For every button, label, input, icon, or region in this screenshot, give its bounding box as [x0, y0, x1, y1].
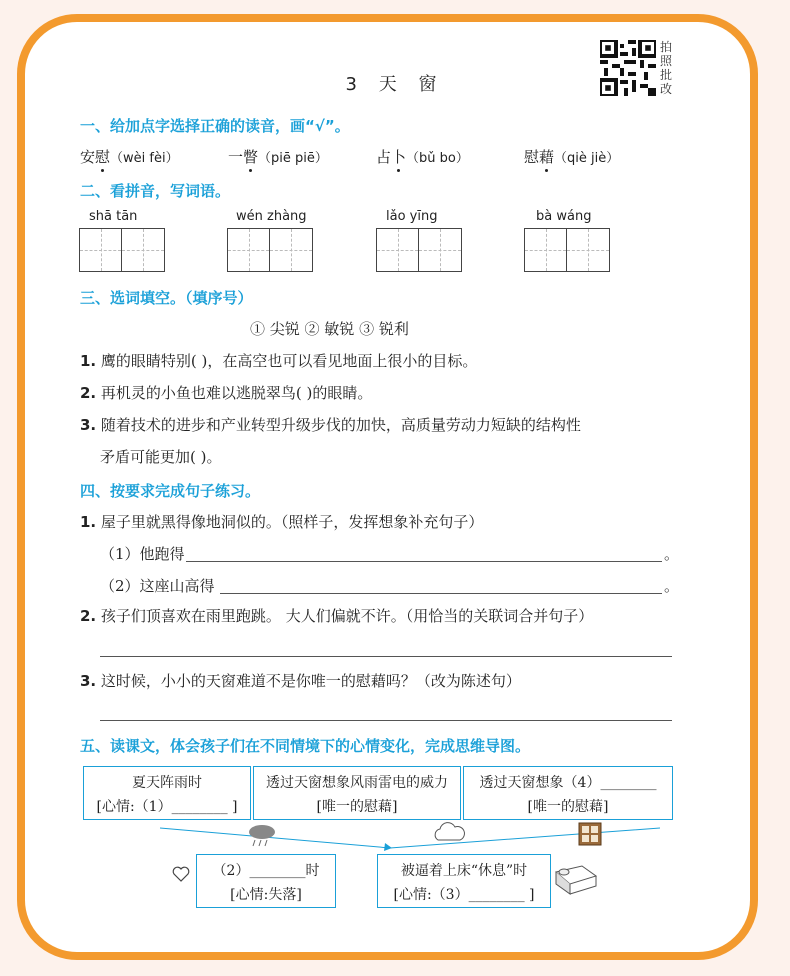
s4-sub-1: （1）他跑得 — [100, 545, 185, 563]
s3-question-3b: 矛盾可能更加( )。 — [100, 448, 222, 466]
bed-icon — [552, 862, 598, 896]
s4-question-3: 这时候，小小的天窗难道不是你唯一的慰藉吗？（改为陈述句） — [100, 672, 521, 690]
section-1-heading: 一、给加点字选择正确的读音，画“√”。 — [80, 117, 350, 135]
s3-question-2: 再机灵的小鱼也难以逃脱翠鸟( )的眼睛。 — [100, 384, 373, 402]
period: 。 — [664, 577, 680, 595]
section-4-heading: 四、按要求完成句子练习。 — [80, 482, 261, 500]
section-3-heading: 三、选词填空。（填序号） — [80, 289, 253, 307]
mindmap-box-5: 被逼着上床“休息”时 [心情:（3）________ ] — [377, 854, 551, 908]
pinyin-2: wén zhàng — [236, 209, 307, 224]
s1-item-4: 慰藉（qiè jiè） — [524, 148, 620, 166]
answer-line-2[interactable] — [220, 593, 662, 594]
s4-question-2: 孩子们顶喜欢在雨里跑跳。 大人们偏就不许。（用恰当的关联词合并句子） — [100, 607, 594, 625]
section-2-heading: 二、看拼音，写词语。 — [80, 182, 231, 200]
qr-label: 拍照批改 — [660, 40, 673, 96]
s1-item-3: 占卜（bǔ bo） — [376, 148, 469, 166]
pinyin-3: lǎo yīng — [386, 209, 438, 224]
q-number: 3. — [80, 416, 97, 434]
cloud-icon — [432, 820, 466, 846]
answer-line-1[interactable] — [186, 561, 662, 562]
pinyin-1: shā tān — [89, 209, 138, 224]
writing-grid-1[interactable] — [79, 228, 165, 272]
s1-item-2: 一瞥（piē piē） — [228, 148, 328, 166]
s3-question-3a: 随着技术的进步和产业转型升级步伐的加快，高质量劳动力短缺的结构性 — [100, 416, 581, 434]
q-number: 2. — [80, 384, 97, 402]
window-icon — [578, 822, 602, 846]
mindmap-box-3: 透过天窗想象（4）________ [唯一的慰藉] — [463, 766, 673, 820]
rain-cloud-icon — [246, 822, 278, 848]
mindmap-box-2: 透过天窗想象风雨雷电的威力 [唯一的慰藉] — [253, 766, 461, 820]
answer-line-3[interactable] — [100, 656, 672, 657]
s1-item-1: 安慰（wèi fèi） — [80, 148, 179, 166]
q-number: 1. — [80, 513, 97, 531]
q-number: 3. — [80, 672, 97, 690]
writing-grid-4[interactable] — [524, 228, 610, 272]
s3-question-1: 鹰的眼睛特别( )，在高空也可以看见地面上很小的目标。 — [100, 352, 478, 370]
writing-grid-3[interactable] — [376, 228, 462, 272]
q-number: 1. — [80, 352, 97, 370]
s4-sub-2: （2）这座山高得 — [100, 577, 215, 595]
writing-grid-2[interactable] — [227, 228, 313, 272]
mindmap-box-1: 夏天阵雨时 [心情:（1）________ ] — [83, 766, 251, 820]
answer-line-4[interactable] — [100, 720, 672, 721]
mindmap-box-4: （2）________时 [心情:失落] — [196, 854, 336, 908]
heart-icon — [172, 866, 190, 882]
q-number: 2. — [80, 607, 97, 625]
page-title: 3 天 窗 — [345, 74, 445, 95]
period: 。 — [664, 545, 680, 563]
s4-question-1: 屋子里就黑得像地洞似的。（照样子，发挥想象补充句子） — [100, 513, 484, 531]
pinyin-4: bà wáng — [536, 209, 592, 224]
word-options: ① 尖锐 ② 敏锐 ③ 锐利 — [250, 320, 409, 338]
section-5-heading: 五、读课文，体会孩子们在不同情境下的心情变化，完成思维导图。 — [80, 737, 531, 755]
